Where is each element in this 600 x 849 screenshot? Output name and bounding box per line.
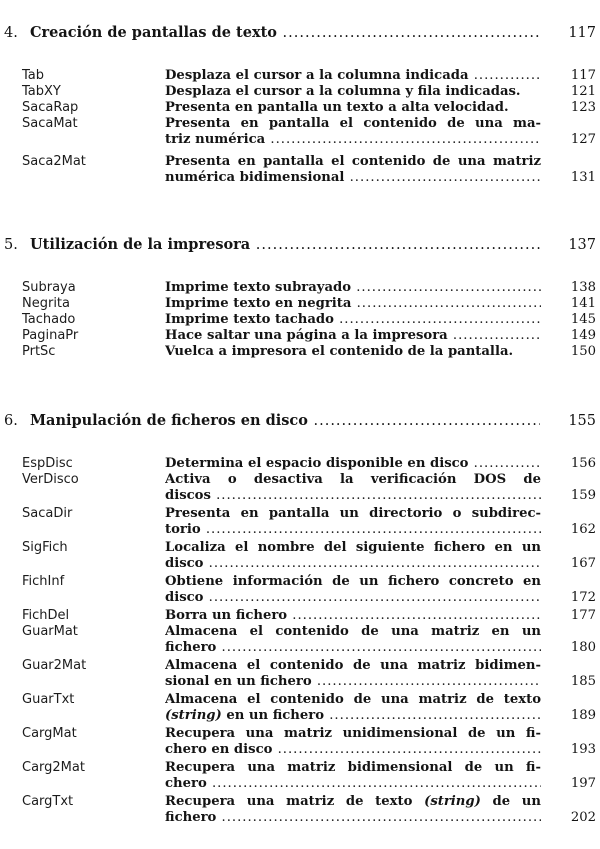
function-name: GuarMat bbox=[22, 624, 78, 639]
entry-page: 167 bbox=[570, 556, 596, 571]
entry-page: 162 bbox=[570, 522, 596, 537]
entry-description: Desplaza el cursor a la columna y fila indicadas. bbox=[165, 84, 521, 99]
entry-description-line-2: fichero ..... bbox=[165, 810, 541, 826]
entry-description: Vuelca a impresora el contenido de la pantalla. bbox=[165, 344, 514, 359]
entry-page: 145 bbox=[570, 312, 596, 327]
entry-description-line-1: Localiza el nombre del siguiente fichero en un bbox=[165, 540, 541, 555]
entry-description-line-1: Almacena el contenido de una matriz de texto bbox=[165, 692, 541, 707]
entry-page: 180 bbox=[570, 640, 596, 655]
entry-description-line-2: sional en un fichero ..... bbox=[165, 674, 541, 690]
chapter-page: 117 bbox=[568, 25, 596, 41]
function-name: TabXY bbox=[22, 84, 61, 99]
function-name: Saca2Mat bbox=[22, 154, 86, 169]
entry-description: Borra un fichero ..... bbox=[165, 608, 541, 624]
entry-description-line-2: fichero ..... bbox=[165, 640, 541, 656]
entry-page: 159 bbox=[570, 488, 596, 503]
chapter-number: 5. bbox=[4, 237, 18, 253]
chapter-title: Manipulación de ficheros en disco ..... bbox=[30, 412, 540, 430]
entry-page: 117 bbox=[570, 68, 596, 83]
entry-page: 131 bbox=[570, 170, 596, 185]
entry-description: Hace saltar una página a la impresora ..... bbox=[165, 328, 541, 344]
entry-description: Desplaza el cursor a la columna indicada ..... bbox=[165, 68, 541, 84]
chapter-page: 155 bbox=[568, 413, 596, 429]
entry-description-line-2: torio ..... bbox=[165, 522, 541, 538]
entry-description: Imprime texto tachado ..... bbox=[165, 312, 541, 328]
entry-page: 156 bbox=[570, 456, 596, 471]
entry-description-line-2: disco ..... bbox=[165, 556, 541, 572]
function-name: GuarTxt bbox=[22, 692, 75, 707]
function-name: PaginaPr bbox=[22, 328, 79, 343]
function-name: Tab bbox=[22, 68, 45, 83]
entry-description-line-1: Presenta en pantalla un directorio o subdirec- bbox=[165, 506, 541, 521]
function-name: VerDisco bbox=[22, 472, 79, 487]
entry-page: 172 bbox=[570, 590, 596, 605]
entry-description-line-2: (string) en un fichero ..... bbox=[165, 708, 541, 724]
function-name: SacaRap bbox=[22, 100, 79, 115]
entry-page: 141 bbox=[570, 296, 596, 311]
chapter-number: 6. bbox=[4, 413, 18, 429]
entry-description-line-1: Presenta en pantalla el contenido de una matriz bbox=[165, 154, 541, 169]
entry-description-line-1: Recupera una matriz bidimensional de un fi- bbox=[165, 760, 541, 775]
entry-description: Determina el espacio disponible en disco ..... bbox=[165, 456, 541, 472]
function-name: SacaDir bbox=[22, 506, 73, 521]
italic-term: (string) bbox=[424, 794, 481, 809]
entry-description-line-1: Recupera una matriz unidimensional de un fi- bbox=[165, 726, 541, 741]
entry-page: 202 bbox=[570, 810, 596, 825]
chapter-number: 4. bbox=[4, 25, 18, 41]
entry-description-line-2: chero ..... bbox=[165, 776, 541, 792]
function-name: CargTxt bbox=[22, 794, 74, 809]
function-name: Negrita bbox=[22, 296, 70, 311]
function-name: SigFich bbox=[22, 540, 68, 555]
entry-page: 150 bbox=[570, 344, 596, 359]
entry-page: 123 bbox=[570, 100, 596, 115]
entry-description-line-2: disco ..... bbox=[165, 590, 541, 606]
entry-page: 138 bbox=[570, 280, 596, 295]
entry-description-line-2: chero en disco ..... bbox=[165, 742, 541, 758]
function-name: PrtSc bbox=[22, 344, 56, 359]
chapter-page: 137 bbox=[568, 237, 596, 253]
entry-page: 193 bbox=[570, 742, 596, 757]
chapter-title: Utilización de la impresora ..... bbox=[30, 236, 540, 254]
entry-description-line-2: numérica bidimensional ..... bbox=[165, 170, 541, 186]
function-name: FichDel bbox=[22, 608, 70, 623]
entry-description-line-1: Almacena el contenido de una matriz bidimen- bbox=[165, 658, 541, 673]
entry-page: 185 bbox=[570, 674, 596, 689]
entry-description-line-1: Recupera una matriz de texto (string) de un bbox=[165, 794, 541, 809]
function-name: FichInf bbox=[22, 574, 65, 589]
entry-description-line-1: Activa o desactiva la verificación DOS de bbox=[165, 472, 541, 487]
entry-description-line-1: Obtiene información de un fichero concreto en bbox=[165, 574, 541, 589]
function-name: CargMat bbox=[22, 726, 77, 741]
chapter-title: Creación de pantallas de texto ..... bbox=[30, 24, 540, 42]
function-name: Subraya bbox=[22, 280, 76, 295]
entry-description: Presenta en pantalla un texto a alta velocidad. bbox=[165, 100, 509, 115]
function-name: SacaMat bbox=[22, 116, 78, 131]
function-name: Guar2Mat bbox=[22, 658, 87, 673]
italic-term: (string) bbox=[165, 708, 222, 723]
entry-page: 121 bbox=[570, 84, 596, 99]
entry-page: 197 bbox=[570, 776, 596, 791]
entry-description: Imprime texto en negrita ..... bbox=[165, 296, 541, 312]
entry-description-line-1: Almacena el contenido de una matriz en un bbox=[165, 624, 541, 639]
entry-page: 127 bbox=[570, 132, 596, 147]
function-name: Tachado bbox=[22, 312, 76, 327]
function-name: Carg2Mat bbox=[22, 760, 85, 775]
function-name: EspDisc bbox=[22, 456, 73, 471]
entry-page: 177 bbox=[570, 608, 596, 623]
entry-description: Imprime texto subrayado ..... bbox=[165, 280, 541, 296]
entry-description-line-2: triz numérica ..... bbox=[165, 132, 541, 148]
entry-page: 149 bbox=[570, 328, 596, 343]
entry-page: 189 bbox=[570, 708, 596, 723]
entry-description-line-1: Presenta en pantalla el contenido de una ma- bbox=[165, 116, 541, 131]
entry-description-line-2: discos ..... bbox=[165, 488, 541, 504]
